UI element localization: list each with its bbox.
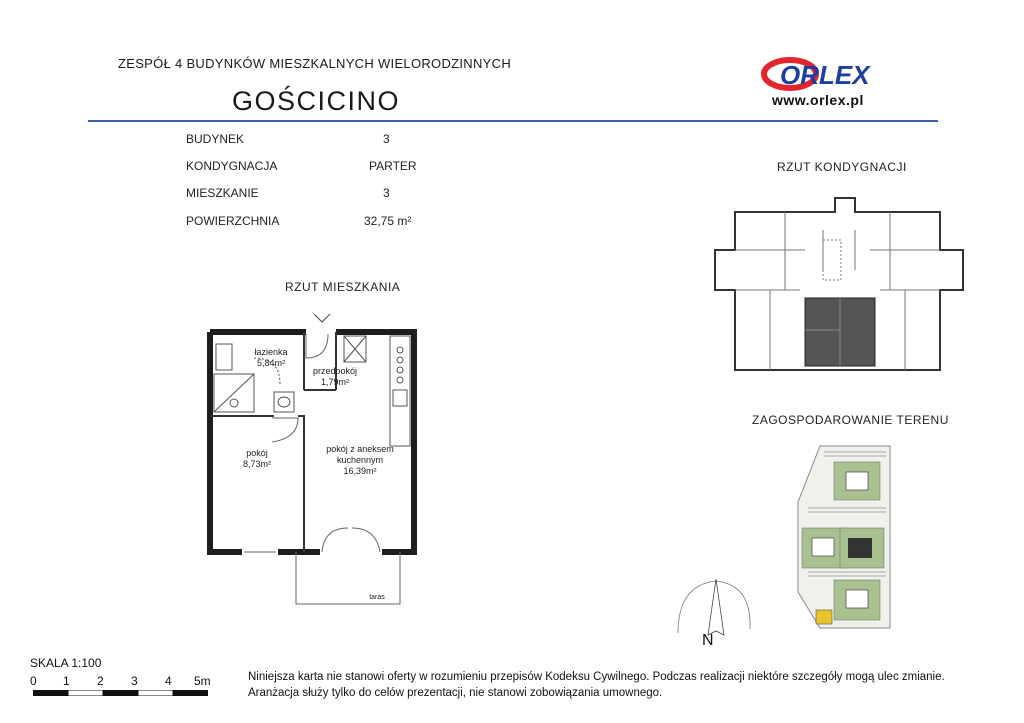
disclaimer-line-1: Niniejsza karta nie stanowi oferty w rozumieniu przepisów Kodeksu Cywilnego. Podczas realizacji niektóre szczegóły mogą ulec zmianie. [248,671,945,683]
info-value-floor: PARTER [369,159,417,173]
svg-text:ORLEX: ORLEX [780,60,870,90]
scale-tick-0: 0 [30,674,37,688]
disclaimer-line-2: Aranżacja służy tylko do celów prezentacji, nie stanowi zobowiązania umownego. [248,687,663,699]
scale-tick-4: 4 [165,674,172,688]
logo-url: www.orlex.pl [772,92,864,108]
room-living-name-1: pokój z aneksem [326,444,394,454]
scale-label: SKALA 1:100 [30,656,102,670]
room-hall-area: 1,79m² [320,377,349,387]
room-living-area: 16,39m² [343,466,377,476]
floor-plan-title: RZUT KONDYGNACJI [777,160,907,174]
info-label-floor: KONDYGNACJA [186,159,278,173]
room-bedroom-name: pokój [246,448,268,458]
apartment-plan-title: RZUT MIESZKANIA [285,280,401,294]
scale-tick-3: 3 [131,674,138,688]
site-plan-title: ZAGOSPODAROWANIE TERENU [752,413,949,427]
north-label: N [702,632,714,649]
info-label-building: BUDYNEK [186,132,245,146]
room-living-name-2: kuchennym [336,455,384,465]
info-label-apartment: MIESZKANIE [186,186,259,200]
scale-tick-5: 5m [194,674,211,688]
development-subtitle: ZESPÓŁ 4 BUDYNKÓW MIESZKALNYCH WIELORODZINNYCH [118,56,512,71]
disclaimer [248,669,968,701]
room-hall-name: przedpokój [312,366,358,376]
development-title: GOŚCICINO [232,86,401,116]
scale-tick-1: 1 [63,674,70,688]
scale-tick-2: 2 [97,674,104,688]
scale-bar [33,690,209,696]
info-value-building: 3 [383,132,390,146]
site-plan [790,442,900,632]
room-bathroom-area: 5,84m² [256,358,285,368]
info-label-area: POWIERZCHNIA [186,214,280,228]
room-bathroom-name: łazienka [254,347,288,357]
info-value-apartment: 3 [383,186,390,200]
header-divider [88,120,938,122]
terrace-label: taras [369,594,385,601]
room-bedroom-area: 8,73m² [242,459,271,469]
floor-key-plan [705,190,970,380]
info-value-area: 32,75 m² [364,214,412,228]
